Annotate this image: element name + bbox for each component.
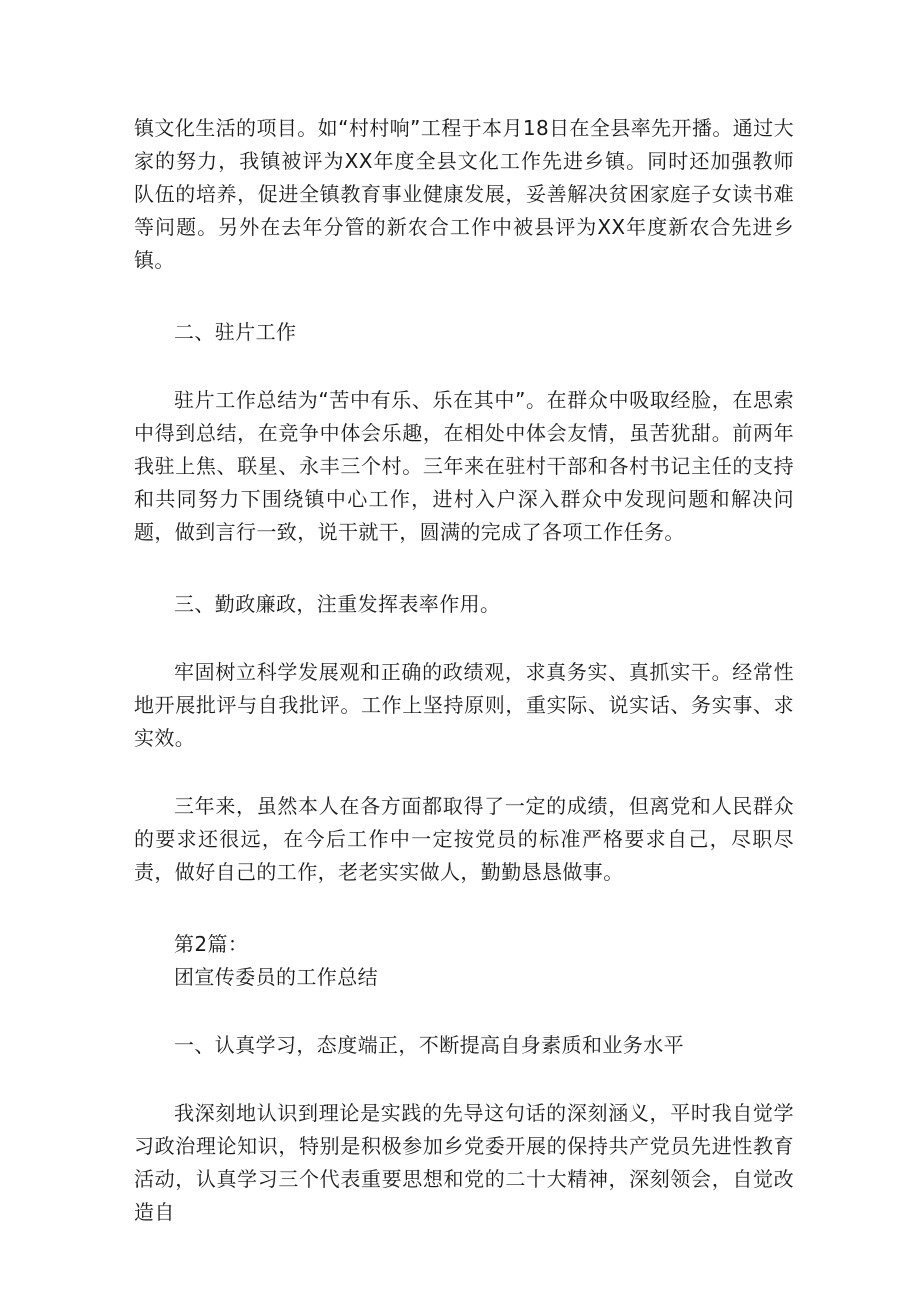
document-page bbox=[134, 112, 794, 1229]
paragraph-culture-work: 镇文化生活的项目。如“村村响”工程于本月18日在全县率先开播。通过大家的努力，我镇被评为XX年度全县文化工作先进乡镇。同时还加强教师队伍的培养，促进全镇教育事业健康发展，妥善解决贫困家庭子女读书难等问题。另外在去年分管的新农合工作中被县评为XX年度新农合先进乡镇。 bbox=[134, 116, 794, 272]
paragraph-zhupian: 驻片工作总结为“苦中有乐、乐在其中”。在群众中吸取经脸，在思索中得到总结，在竞争中体会乐趣，在相处中体会友情，虽苦犹甜。前两年我驻上焦、联星、永丰三个村。三年来在驻村干部和各村书记主任的支持和共同努力下围绕镇中心工作，进村入户深入群众中发现问题和解决问题，做到言行一致，说干就干，圆满的完成了各项工作任务。 bbox=[134, 388, 794, 544]
section-heading-zhupian: 二、驻片工作 bbox=[174, 320, 297, 344]
paragraph-study: 我深刻地认识到理论是实践的先导这句话的深刻涵义，平时我自觉学习政治理论知识，特别是积极参加乡党委开展的保持共产党员先进性教育活动，认真学习三个代表重要思想和党的二十大精神，深刻领会，自觉改造自 bbox=[134, 1101, 794, 1224]
section-heading-qinzheng: 三、勤政廉政，注重发挥表率作用。 bbox=[174, 592, 501, 616]
paragraph-qinzheng: 牢固树立科学发展观和正确的政绩观，求真务实、真抓实干。经常性地开展批评与自我批评。工作上坚持原则，重实际、说实话、务实事、求实效。 bbox=[134, 660, 794, 750]
article-number: 第2篇： bbox=[174, 932, 249, 956]
section-heading-study: 一、认真学习，态度端正，不断提高自身素质和业务水平 bbox=[174, 1033, 684, 1057]
article-title: 团宣传委员的工作总结 bbox=[174, 965, 378, 989]
paragraph-summary: 三年来，虽然本人在各方面都取得了一定的成绩，但离党和人民群众的要求还很远，在今后工作中一定按党员的标准严格要求自己，尽职尽责，做好自己的工作，老老实实做人，勤勤恳恳做事。 bbox=[134, 794, 794, 884]
